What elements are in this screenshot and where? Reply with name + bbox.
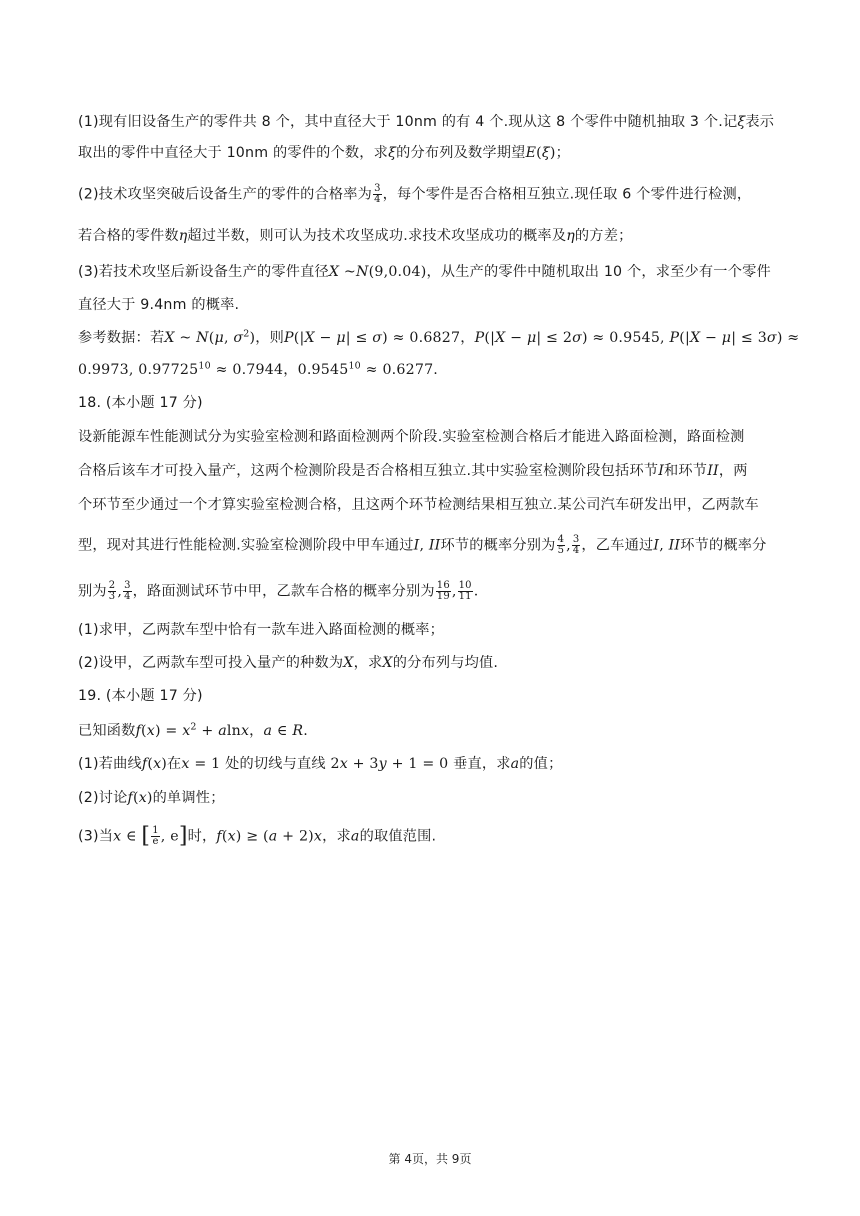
q19-question3: (3)当x ∈ [ $\frac{1}{e}$ , e]时，f(x) ≥ (a + 2)x，求a的取值范围. bbox=[78, 823, 437, 849]
q17-part1-line1: (1)现有旧设备生产的零件共 8 个，其中直径大于 10nm 的有 4 个.现从这 8 个零件中随机抽取 3 个.记ξ表示 bbox=[78, 114, 775, 130]
text: 直径大于 9.4nm 的概率. bbox=[78, 297, 240, 313]
page-footer: 第 4页，共 9页 bbox=[388, 1152, 472, 1166]
text: ，两 bbox=[718, 463, 748, 479]
q18-line3 bbox=[78, 495, 788, 515]
text: 在 bbox=[167, 756, 182, 772]
text: (2)技术攻坚突破后设备生产的零件的合格率为 bbox=[78, 186, 373, 203]
text: 设新能源车性能测试分为实验室检测和路面检测两个阶段.实验室检测合格后才能进入路面检测，路面检测 bbox=[78, 429, 745, 445]
fraction: $\frac{1}{e}$ bbox=[152, 825, 159, 847]
text: 取出的零件中直径大于 10nm 的零件的个数，求 bbox=[78, 145, 389, 161]
q17-part2-line1 bbox=[78, 184, 788, 205]
text: ≈ 0.6277. bbox=[365, 362, 439, 378]
text: ，从生产的零件中随机取出 10 个，求至少有一个零件 bbox=[426, 264, 771, 280]
q19-question1: (1)若曲线f(x)在x = 1 处的切线与直线 2x + 3y + 1 = 0 垂直，求a的值； bbox=[78, 756, 563, 772]
fraction: $\frac{3}{4}$ bbox=[572, 534, 580, 556]
q17-part3-line2 bbox=[78, 295, 788, 315]
q18-question1 bbox=[78, 620, 788, 640]
text: 表示 bbox=[745, 114, 775, 130]
text: 已知函数 bbox=[78, 723, 136, 739]
text: 垂直，求 bbox=[453, 756, 511, 772]
text: 0.9973, 0.97725 bbox=[78, 362, 199, 378]
q17-part3-line1: (3)若技术攻坚后新设备生产的零件直径X ~N(9,0.04)，从生产的零件中随机取出 10 个，求至少有一个零件 bbox=[78, 264, 771, 280]
text: ， bbox=[249, 723, 264, 739]
text: 的取值范围. bbox=[359, 828, 437, 845]
text: (1)求甲，乙两款车型中恰有一款车进入路面检测的概率； bbox=[78, 622, 444, 638]
q18-question2: (2)设甲，乙两款车型可投入量产的种数为X，求X的分布列与均值. bbox=[78, 655, 499, 671]
text: 的方差； bbox=[574, 228, 633, 244]
reference-data-line1: 参考数据：若X ~ N(μ, $\sigma^2$)，则P(|X − μ| ≤ σ) ≈ 0.6827，P(|X − μ| ≤ 2σ) ≈ 0.9545, P(|X − μ| ≤ 3σ) ≈ bbox=[78, 328, 800, 346]
text: (1)现有旧设备生产的零件共 8 个，其中直径大于 10nm 的有 4 个.现从这 8 个零件中随机抽取 3 个.记 bbox=[78, 114, 738, 130]
q18-header: 18. (本小题 17 分) bbox=[78, 395, 203, 411]
text: ，乙车通过 bbox=[581, 537, 654, 554]
text: (2)讨论 bbox=[78, 790, 128, 806]
text: 的值； bbox=[519, 756, 563, 772]
text: 合格后该车才可投入量产，这两个检测阶段是否合格相互独立.其中实验室检测阶段包括环节 bbox=[78, 463, 659, 479]
q19-question2: (2)讨论f(x)的单调性； bbox=[78, 790, 225, 806]
reference-data-line2: 0.9973, 0.97725$^{10}$ ≈ 0.7944，0.9545$^{10}$ ≈ 0.6277. bbox=[78, 360, 439, 378]
fraction: $\frac{3}{4}$ bbox=[124, 580, 131, 602]
fraction: $\frac{10}{11}$ bbox=[458, 580, 472, 602]
text: 环节的概率分 bbox=[680, 537, 767, 554]
fraction: $\frac{4}{5}$ bbox=[557, 534, 565, 556]
text: ，求 bbox=[322, 828, 351, 845]
q17-part1-line2: 取出的零件中直径大于 10nm 的零件的个数，求ξ的分布列及数学期望E(ξ)； bbox=[78, 145, 571, 161]
text: 超过半数，则可认为技术攻坚成功.求技术攻坚成功的概率及 bbox=[187, 228, 567, 244]
fraction: $\frac{16}{19}$ bbox=[436, 580, 450, 602]
q18-line1 bbox=[78, 427, 788, 447]
text: ，每个零件是否合格相互独立.现任取 6 个零件进行检测， bbox=[382, 186, 752, 203]
text: 参考数据：若 bbox=[78, 330, 165, 346]
text: 时， bbox=[187, 828, 217, 845]
text: 个环节至少通过一个才算实验室检测合格，且这两个环节检测结果相互独立.某公司汽车研发出甲，乙两款车 bbox=[78, 497, 759, 513]
text: 型，现对其进行性能检测.实验室检测阶段中甲车通过 bbox=[78, 537, 414, 554]
text: (1)若曲线 bbox=[78, 756, 142, 772]
text: ， bbox=[460, 330, 475, 346]
q19-header: 19. (本小题 17 分) bbox=[78, 688, 203, 704]
q19-line1: 已知函数$f(x) = x^2 + alnx$，a ∈ R. bbox=[78, 721, 308, 739]
fraction: $\frac{2}{3}$ bbox=[108, 580, 116, 602]
text: 的单调性； bbox=[152, 790, 225, 806]
text: 的分布列与均值. bbox=[392, 655, 499, 671]
text: 处的切线与直线 bbox=[225, 756, 326, 772]
text: 若合格的零件数 bbox=[78, 228, 179, 244]
text: 环节的概率分别为 bbox=[440, 537, 556, 554]
text: (3)当 bbox=[78, 828, 114, 845]
text: ，求 bbox=[353, 655, 383, 671]
fraction: $\frac{3}{4}$ bbox=[374, 183, 381, 205]
q17-part2-line2: 若合格的零件数η超过半数，则可认为技术攻坚成功.求技术攻坚成功的概率及η的方差； bbox=[78, 228, 633, 244]
text: (2)设甲，乙两款车型可投入量产的种数为 bbox=[78, 655, 344, 671]
q18-line4: 型，现对其进行性能检测.实验室检测阶段中甲车通过I, II环节的概率分别为 $\frac{4}{5}$ , $\frac{3}{4}$ ，乙车通过I, II环节的概率分 bbox=[78, 534, 767, 556]
text: 的分布列及数学期望 bbox=[396, 145, 526, 161]
text: ，则 bbox=[255, 330, 285, 346]
text: ，路面测试环节中甲，乙款车合格的概率分别为 bbox=[132, 583, 435, 600]
text: 和环节 bbox=[664, 463, 708, 479]
text: ≈ 0.7944，0.9545 bbox=[215, 362, 349, 378]
text: (3)若技术攻坚后新设备生产的零件直径 bbox=[78, 264, 329, 280]
q18-line2: 合格后该车才可投入量产，这两个检测阶段是否合格相互独立.其中实验室检测阶段包括环节I和环节II，两 bbox=[78, 463, 748, 479]
q18-line5: 别为 $\frac{2}{3}$ , $\frac{3}{4}$ ，路面测试环节中甲，乙款车合格的概率分别为 $\frac{16}{19}$ , $\frac{10}{11}$ . bbox=[78, 580, 479, 602]
text: 别为 bbox=[78, 583, 107, 600]
text: ； bbox=[555, 145, 571, 161]
